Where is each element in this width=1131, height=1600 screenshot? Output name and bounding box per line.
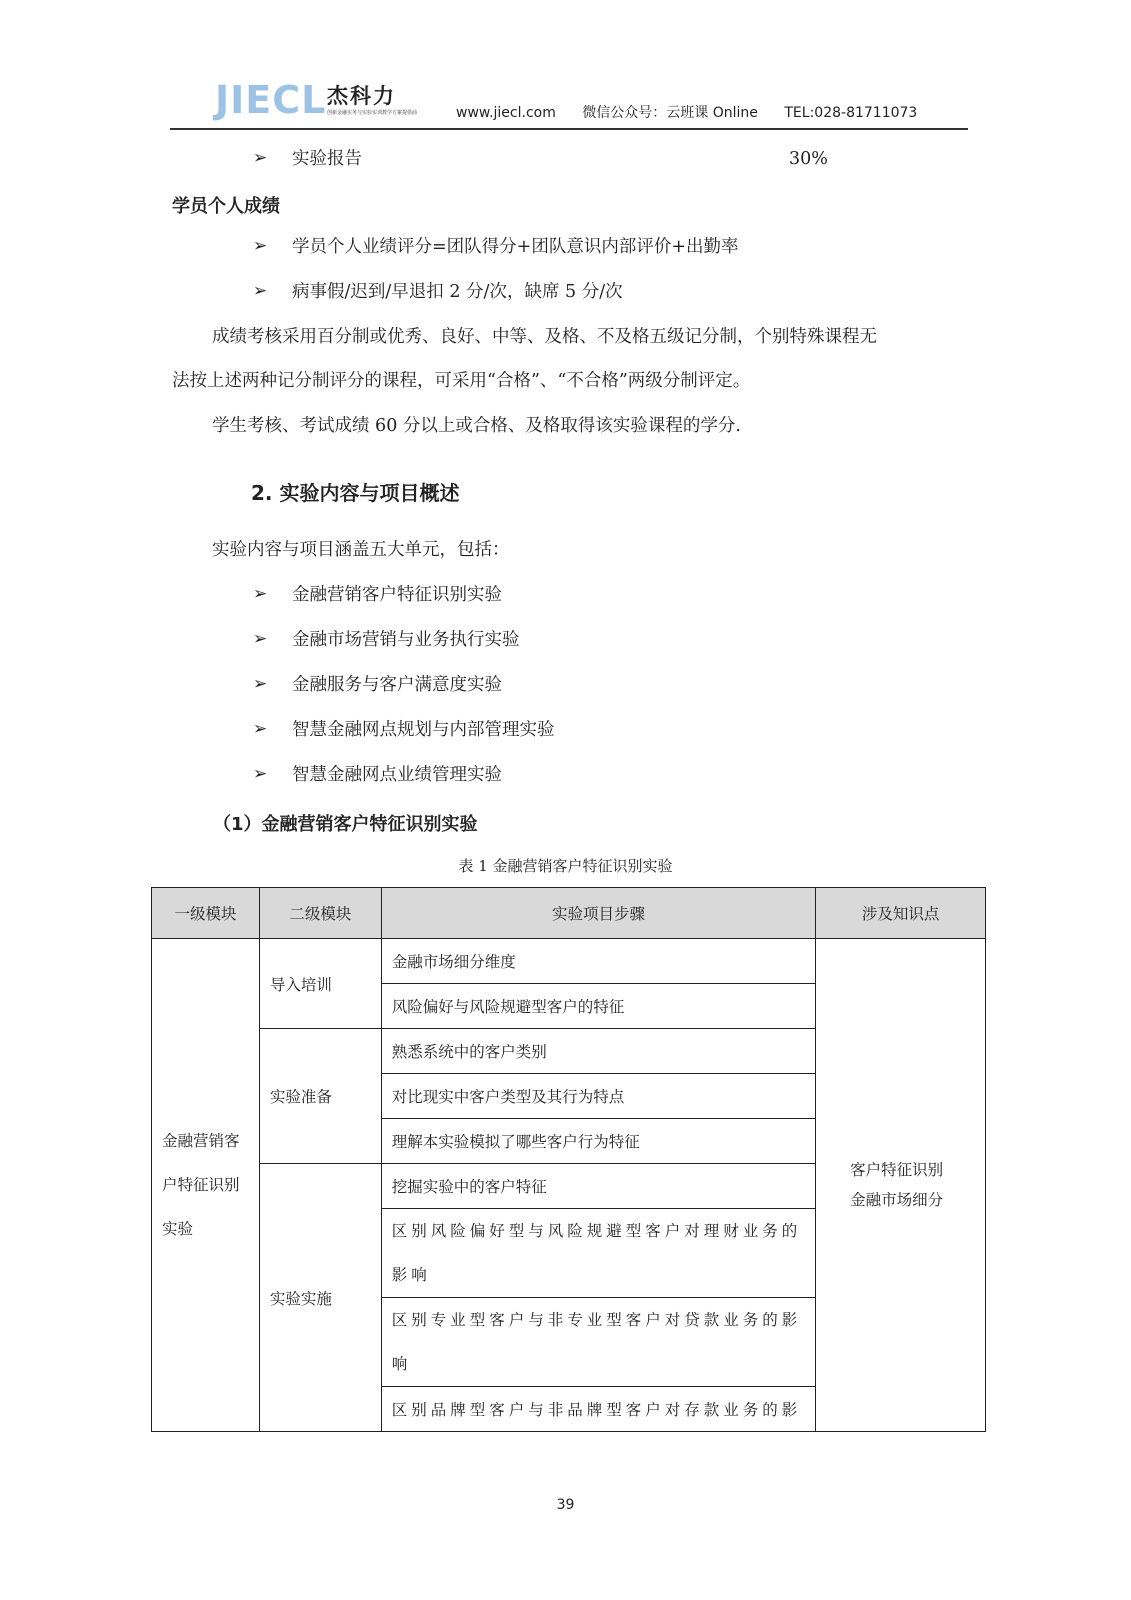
wechat-info: 微信公众号：云班课 Online [582, 105, 758, 121]
table-header-cell: 一级模块 [152, 888, 260, 939]
experiment-table [151, 887, 986, 1432]
section-intro: 实验内容与项目涵盖五大单元，包括： [212, 540, 510, 560]
unit-item: 金融市场营销与业务执行实验 [292, 630, 520, 650]
step-cell: 风险偏好与风险规避型客户的特征 [381, 984, 815, 1029]
unit-item: 金融营销客户特征识别实验 [292, 585, 502, 605]
unit-item: 金融服务与客户满意度实验 [292, 675, 502, 695]
unit-item: 智慧金融网点规划与内部管理实验 [292, 720, 555, 740]
step-cell: 区别风险偏好型与风险规避型客户对理财业务的影响 [381, 1209, 815, 1298]
bullet-arrow-icon: ➢ [253, 629, 268, 649]
report-label: 实验报告 [292, 149, 362, 169]
level1-module-cell [152, 939, 260, 1432]
knowledge-line: 客户特征识别 [850, 1161, 944, 1179]
step-cell: 对比现实中客户类型及其行为特点 [381, 1074, 815, 1119]
table-row [152, 939, 986, 984]
table-header-cell: 二级模块 [259, 888, 381, 939]
logo-tagline: 创新金融实务与实验实训教学方案提供商 [327, 110, 418, 116]
report-weight: 30% [789, 149, 828, 169]
personal-formula: 学员个人业绩评分=团队得分+团队意识内部评价+出勤率 [292, 237, 739, 257]
unit-item: 智慧金融网点业绩管理实验 [292, 765, 502, 785]
bullet-arrow-icon: ➢ [253, 148, 268, 168]
table-header-row [152, 888, 986, 939]
bullet-arrow-icon: ➢ [253, 674, 268, 694]
level2-module-cell: 实验准备 [259, 1029, 381, 1164]
bullet-arrow-icon: ➢ [253, 281, 268, 301]
level2-module-cell: 实验实施 [259, 1164, 381, 1432]
level2-module-cell: 导入培训 [259, 939, 381, 1029]
step-cell: 理解本实验模拟了哪些客户行为特征 [381, 1119, 815, 1164]
section-title: 2. 实验内容与项目概述 [251, 481, 460, 505]
table-header-cell: 实验项目步骤 [381, 888, 815, 939]
step-cell: 区别专业型客户与非专业型客户对贷款业务的影响 [381, 1298, 815, 1387]
grading-paragraph-line1: 成绩考核采用百分制或优秀、良好、中等、及格、不及格五级记分制，个别特殊课程无 [212, 327, 877, 347]
step-cell: 熟悉系统中的客户类别 [381, 1029, 815, 1074]
logo-chinese-name: 杰科力 [327, 84, 396, 108]
level1-module-line: 金融营销客 [162, 1132, 240, 1150]
personal-score-heading: 学员个人成绩 [172, 196, 280, 217]
credit-paragraph: 学生考核、考试成绩 60 分以上或合格、及格取得该实验课程的学分. [212, 416, 741, 436]
bullet-arrow-icon: ➢ [253, 584, 268, 604]
grading-paragraph-line2: 法按上述两种记分制评分的课程，可采用“合格”、“不合格”两级分制评定。 [172, 371, 751, 391]
logo-letters: JIECL [215, 78, 327, 122]
step-cell: 金融市场细分维度 [381, 939, 815, 984]
website-link[interactable]: www.jiecl.com [456, 105, 556, 121]
bullet-arrow-icon: ➢ [253, 764, 268, 784]
table-caption: 表 1 金融营销客户特征识别实验 [458, 857, 673, 875]
page-header [170, 72, 968, 130]
level1-module-line: 实验 [162, 1220, 194, 1238]
bullet-arrow-icon: ➢ [253, 236, 268, 256]
knowledge-cell [816, 939, 986, 1432]
attendance-rule: 病事假/迟到/早退扣 2 分/次，缺席 5 分/次 [292, 282, 623, 302]
header-contact [456, 102, 939, 122]
step-cell: 挖掘实验中的客户特征 [381, 1164, 815, 1209]
level1-module-line: 户特征识别 [162, 1176, 240, 1194]
bullet-arrow-icon: ➢ [253, 719, 268, 739]
subsection-heading: （1）金融营销客户特征识别实验 [213, 814, 478, 835]
table-header-cell: 涉及知识点 [816, 888, 986, 939]
tel-info: TEL:028-81711073 [784, 105, 918, 121]
knowledge-line: 金融市场细分 [850, 1191, 944, 1209]
page-number: 39 [556, 1497, 575, 1513]
step-cell: 区别品牌型客户与非品牌型客户对存款业务的影 [381, 1387, 815, 1432]
